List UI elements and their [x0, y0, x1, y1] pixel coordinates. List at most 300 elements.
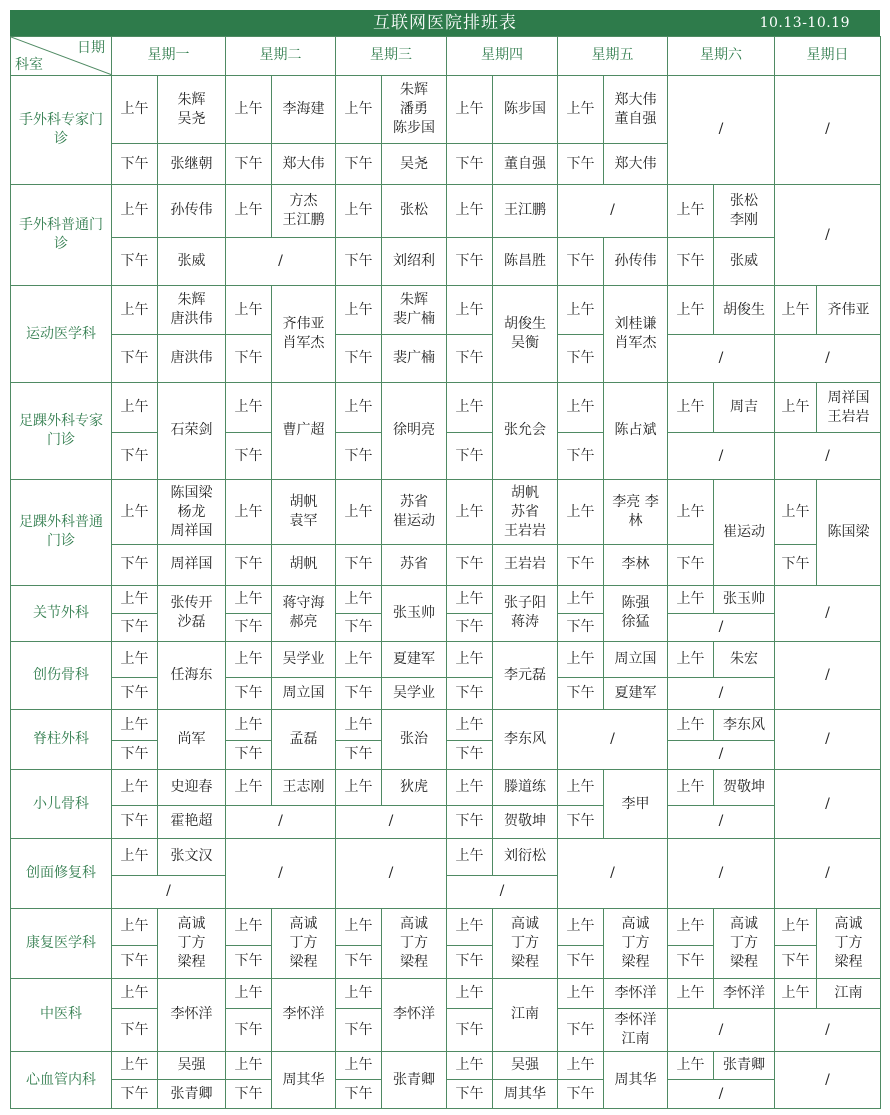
doctor-cell: 李林 — [604, 545, 668, 586]
am-label: 上午 — [668, 382, 714, 433]
empty-slot: / — [558, 710, 668, 770]
am-label: 上午 — [112, 642, 158, 677]
am-label: 上午 — [447, 909, 493, 946]
day-header-wed: 星期三 — [336, 37, 447, 76]
dept-row — [11, 1052, 881, 1080]
am-label: 上午 — [336, 75, 382, 144]
am-label: 上午 — [336, 978, 382, 1008]
doctor-cell: 张文汉 — [158, 839, 226, 876]
am-label: 上午 — [336, 770, 382, 805]
doctor-cell: 贺敬坤 — [714, 770, 775, 805]
dept-row — [11, 642, 881, 677]
doctor-cell: 滕道练 — [493, 770, 558, 805]
am-label: 上午 — [112, 770, 158, 805]
am-label: 上午 — [226, 585, 272, 613]
am-label: 上午 — [226, 642, 272, 677]
pm-label: 下午 — [447, 433, 493, 480]
empty-slot: / — [775, 710, 881, 770]
doctor-cell: 任海东 — [158, 642, 226, 710]
empty-slot: / — [775, 585, 881, 642]
doctor-cell: 贺敬坤 — [493, 805, 558, 838]
am-label: 上午 — [336, 909, 382, 946]
am-label: 上午 — [226, 75, 272, 144]
doctor-cell: 高诚 丁方 梁程 — [158, 909, 226, 979]
am-label: 上午 — [112, 710, 158, 740]
pm-label: 下午 — [447, 144, 493, 185]
am-label: 上午 — [668, 978, 714, 1008]
dept-name: 足踝外科普通门诊 — [11, 480, 112, 585]
doctor-cell: 陈占斌 — [604, 382, 668, 479]
empty-slot: / — [775, 1052, 881, 1109]
title-bar — [10, 10, 880, 36]
doctor-cell: 周祥国 — [158, 545, 226, 586]
am-label: 上午 — [112, 75, 158, 144]
doctor-cell: 吴学业 — [272, 642, 336, 677]
pm-label: 下午 — [112, 545, 158, 586]
dept-row — [11, 286, 881, 335]
pm-label: 下午 — [558, 1080, 604, 1109]
pm-label: 下午 — [447, 677, 493, 709]
am-label: 上午 — [447, 382, 493, 433]
doctor-cell: 方杰 王江鹏 — [272, 185, 336, 238]
doctor-cell: 李东风 — [493, 710, 558, 770]
doctor-cell: 齐伟亚 肖军杰 — [272, 286, 336, 382]
pm-label: 下午 — [447, 945, 493, 978]
pm-label: 下午 — [558, 144, 604, 185]
am-label: 上午 — [775, 909, 817, 946]
am-label: 上午 — [447, 839, 493, 876]
pm-label: 下午 — [112, 613, 158, 641]
dept-name: 手外科专家门诊 — [11, 75, 112, 185]
dept-name: 中医科 — [11, 978, 112, 1051]
am-label: 上午 — [112, 585, 158, 613]
am-label: 上午 — [112, 286, 158, 335]
doctor-cell: 郑大伟 — [604, 144, 668, 185]
pm-label: 下午 — [336, 545, 382, 586]
pm-label: 下午 — [336, 1080, 382, 1109]
am-label: 上午 — [775, 286, 817, 335]
am-label: 上午 — [447, 770, 493, 805]
am-label: 上午 — [112, 1052, 158, 1080]
empty-slot: / — [668, 677, 775, 709]
doctor-cell: 刘绍利 — [382, 237, 447, 286]
doctor-cell: 曹广超 — [272, 382, 336, 479]
doctor-cell: 徐明亮 — [382, 382, 447, 479]
doctor-cell: 李海建 — [272, 75, 336, 144]
am-label: 上午 — [447, 585, 493, 613]
day-header-tue: 星期二 — [226, 37, 336, 76]
doctor-cell: 周其华 — [604, 1052, 668, 1109]
doctor-cell: 石荣剑 — [158, 382, 226, 479]
am-label: 上午 — [558, 1052, 604, 1080]
pm-label: 下午 — [336, 740, 382, 769]
doctor-cell: 张松 李刚 — [714, 185, 775, 238]
am-label: 上午 — [336, 642, 382, 677]
corner-cell — [11, 37, 112, 76]
am-label: 上午 — [447, 642, 493, 677]
pm-label: 下午 — [447, 740, 493, 769]
am-label: 上午 — [336, 480, 382, 545]
doctor-cell: 张青卿 — [158, 1080, 226, 1109]
pm-label: 下午 — [112, 740, 158, 769]
am-label: 上午 — [336, 585, 382, 613]
doctor-cell: 刘衍松 — [493, 839, 558, 876]
empty-slot: / — [226, 839, 336, 909]
doctor-cell: 胡帆 苏省 王岩岩 — [493, 480, 558, 545]
empty-slot: / — [336, 839, 447, 909]
am-label: 上午 — [226, 480, 272, 545]
doctor-cell: 霍艳超 — [158, 805, 226, 838]
pm-label: 下午 — [112, 237, 158, 286]
doctor-cell: 朱辉 唐洪伟 — [158, 286, 226, 335]
empty-slot: / — [668, 613, 775, 641]
doctor-cell: 李怀洋 — [714, 978, 775, 1008]
doctor-cell: 高诚 丁方 梁程 — [382, 909, 447, 979]
pm-label: 下午 — [112, 335, 158, 383]
doctor-cell: 苏省 崔运动 — [382, 480, 447, 545]
pm-label: 下午 — [447, 1009, 493, 1052]
doctor-cell: 李东风 — [714, 710, 775, 740]
pm-label: 下午 — [447, 545, 493, 586]
empty-slot: / — [775, 75, 881, 185]
dept-row — [11, 480, 881, 545]
dept-name: 创面修复科 — [11, 839, 112, 909]
doctor-cell: 胡俊生 吴衡 — [493, 286, 558, 382]
pm-label: 下午 — [775, 945, 817, 978]
pm-label: 下午 — [558, 805, 604, 838]
doctor-cell: 高诚 丁方 梁程 — [714, 909, 775, 979]
am-label: 上午 — [668, 286, 714, 335]
empty-slot: / — [775, 1009, 881, 1052]
dept-row — [11, 382, 881, 433]
doctor-cell: 夏建军 — [604, 677, 668, 709]
am-label: 上午 — [558, 286, 604, 335]
doctor-cell: 李怀洋 — [382, 978, 447, 1051]
dept-row — [11, 237, 881, 286]
doctor-cell: 蒋守海 郝亮 — [272, 585, 336, 642]
dept-row — [11, 770, 881, 805]
doctor-cell: 吴强 — [493, 1052, 558, 1080]
am-label: 上午 — [226, 185, 272, 238]
am-label: 上午 — [558, 909, 604, 946]
doctor-cell: 周立国 — [272, 677, 336, 709]
doctor-cell: 刘桂谦 肖军杰 — [604, 286, 668, 382]
doctor-cell: 张玉帅 — [714, 585, 775, 613]
dept-corner-label: 科室 — [15, 56, 43, 73]
am-label: 上午 — [775, 480, 817, 545]
am-label: 上午 — [226, 382, 272, 433]
empty-slot: / — [668, 740, 775, 769]
pm-label: 下午 — [336, 945, 382, 978]
pm-label: 下午 — [447, 1080, 493, 1109]
empty-slot: / — [775, 433, 881, 480]
am-label: 上午 — [558, 382, 604, 433]
doctor-cell: 吴强 — [158, 1052, 226, 1080]
dept-name: 心血管内科 — [11, 1052, 112, 1109]
empty-slot: / — [668, 805, 775, 838]
doctor-cell: 高诚 丁方 梁程 — [493, 909, 558, 979]
pm-label: 下午 — [336, 144, 382, 185]
pm-label: 下午 — [447, 613, 493, 641]
doctor-cell: 朱辉 吴尧 — [158, 75, 226, 144]
pm-label: 下午 — [558, 545, 604, 586]
empty-slot: / — [112, 875, 226, 908]
pm-label: 下午 — [558, 1009, 604, 1052]
dept-name: 创伤骨科 — [11, 642, 112, 710]
dept-row — [11, 839, 881, 876]
doctor-cell: 吴学业 — [382, 677, 447, 709]
day-header-sat: 星期六 — [668, 37, 775, 76]
doctor-cell: 吴尧 — [382, 144, 447, 185]
am-label: 上午 — [668, 642, 714, 677]
dept-row — [11, 75, 881, 144]
empty-slot: / — [447, 875, 558, 908]
am-label: 上午 — [336, 1052, 382, 1080]
empty-slot: / — [558, 185, 668, 238]
doctor-cell: 陈强 徐猛 — [604, 585, 668, 642]
doctor-cell: 陈昌胜 — [493, 237, 558, 286]
doctor-cell: 裴广楠 — [382, 335, 447, 383]
am-label: 上午 — [336, 185, 382, 238]
empty-slot: / — [668, 335, 775, 383]
pm-label: 下午 — [558, 677, 604, 709]
doctor-cell: 高诚 丁方 梁程 — [817, 909, 881, 979]
doctor-cell: 王志刚 — [272, 770, 336, 805]
doctor-cell: 唐洪伟 — [158, 335, 226, 383]
am-label: 上午 — [558, 770, 604, 805]
dept-row — [11, 677, 881, 709]
am-label: 上午 — [226, 286, 272, 335]
pm-label: 下午 — [112, 1009, 158, 1052]
dept-row — [11, 805, 881, 838]
doctor-cell: 狄虎 — [382, 770, 447, 805]
doctor-cell: 江南 — [493, 978, 558, 1051]
am-label: 上午 — [447, 480, 493, 545]
doctor-cell: 高诚 丁方 梁程 — [272, 909, 336, 979]
pm-label: 下午 — [112, 677, 158, 709]
empty-slot: / — [226, 237, 336, 286]
am-label: 上午 — [112, 978, 158, 1008]
empty-slot: / — [775, 839, 881, 909]
am-label: 上午 — [226, 770, 272, 805]
pm-label: 下午 — [336, 335, 382, 383]
pm-label: 下午 — [112, 144, 158, 185]
doctor-cell: 苏省 — [382, 545, 447, 586]
pm-label: 下午 — [447, 237, 493, 286]
am-label: 上午 — [336, 286, 382, 335]
doctor-cell: 张传开 沙磊 — [158, 585, 226, 642]
am-label: 上午 — [447, 978, 493, 1008]
pm-label: 下午 — [226, 945, 272, 978]
doctor-cell: 陈国梁 杨龙 周祥国 — [158, 480, 226, 545]
am-label: 上午 — [447, 286, 493, 335]
am-label: 上午 — [447, 185, 493, 238]
pm-label: 下午 — [226, 677, 272, 709]
am-label: 上午 — [112, 839, 158, 876]
pm-label: 下午 — [558, 945, 604, 978]
pm-label: 下午 — [112, 805, 158, 838]
pm-label: 下午 — [336, 433, 382, 480]
pm-label: 下午 — [558, 433, 604, 480]
empty-slot: / — [775, 770, 881, 839]
empty-slot: / — [668, 1080, 775, 1109]
doctor-cell: 张允会 — [493, 382, 558, 479]
dept-row — [11, 585, 881, 613]
pm-label: 下午 — [226, 740, 272, 769]
pm-label: 下午 — [558, 335, 604, 383]
am-label: 上午 — [775, 978, 817, 1008]
doctor-cell: 董自强 — [493, 144, 558, 185]
doctor-cell: 张玉帅 — [382, 585, 447, 642]
pm-label: 下午 — [226, 144, 272, 185]
am-label: 上午 — [668, 480, 714, 545]
am-label: 上午 — [668, 710, 714, 740]
empty-slot: / — [226, 805, 336, 838]
am-label: 上午 — [447, 1052, 493, 1080]
doctor-cell: 周立国 — [604, 642, 668, 677]
doctor-cell: 李怀洋 — [604, 978, 668, 1008]
am-label: 上午 — [112, 185, 158, 238]
doctor-cell: 张子阳 蒋涛 — [493, 585, 558, 642]
am-label: 上午 — [775, 382, 817, 433]
pm-label: 下午 — [112, 1080, 158, 1109]
doctor-cell: 张松 — [382, 185, 447, 238]
doctor-cell: 江南 — [817, 978, 881, 1008]
date-corner-label: 日期 — [77, 40, 105, 56]
empty-slot: / — [775, 642, 881, 710]
doctor-cell: 周其华 — [272, 1052, 336, 1109]
dept-row — [11, 335, 881, 383]
am-label: 上午 — [668, 585, 714, 613]
am-label: 上午 — [447, 710, 493, 740]
doctor-cell: 胡帆 — [272, 545, 336, 586]
pm-label: 下午 — [336, 677, 382, 709]
dept-row — [11, 978, 881, 1008]
pm-label: 下午 — [775, 545, 817, 586]
day-header-sun: 星期日 — [775, 37, 881, 76]
dept-row — [11, 710, 881, 740]
dept-row — [11, 909, 881, 946]
doctor-cell: 史迎春 — [158, 770, 226, 805]
doctor-cell: 李元磊 — [493, 642, 558, 710]
doctor-cell: 崔运动 — [714, 480, 775, 585]
empty-slot: / — [775, 335, 881, 383]
doctor-cell: 李怀洋 江南 — [604, 1009, 668, 1052]
am-label: 上午 — [447, 75, 493, 144]
pm-label: 下午 — [226, 433, 272, 480]
pm-label: 下午 — [447, 805, 493, 838]
pm-label: 下午 — [112, 433, 158, 480]
pm-label: 下午 — [336, 613, 382, 641]
day-header-fri: 星期五 — [558, 37, 668, 76]
doctor-cell: 周其华 — [493, 1080, 558, 1109]
empty-slot: / — [558, 839, 668, 909]
doctor-cell: 陈国梁 — [817, 480, 881, 585]
doctor-cell: 胡帆 袁罕 — [272, 480, 336, 545]
doctor-cell: 郑大伟 — [272, 144, 336, 185]
doctor-cell: 孙传伟 — [604, 237, 668, 286]
pm-label: 下午 — [336, 1009, 382, 1052]
dept-row — [11, 185, 881, 238]
pm-label: 下午 — [226, 335, 272, 383]
empty-slot: / — [336, 805, 447, 838]
am-label: 上午 — [112, 909, 158, 946]
doctor-cell: 朱辉 裴广楠 — [382, 286, 447, 335]
dept-name: 足踝外科专家门诊 — [11, 382, 112, 479]
doctor-cell: 张威 — [714, 237, 775, 286]
doctor-cell: 周祥国 王岩岩 — [817, 382, 881, 433]
doctor-cell: 张威 — [158, 237, 226, 286]
pm-label: 下午 — [668, 237, 714, 286]
am-label: 上午 — [558, 978, 604, 1008]
dept-name: 康复医学科 — [11, 909, 112, 979]
pm-label: 下午 — [226, 1009, 272, 1052]
doctor-cell: 王江鹏 — [493, 185, 558, 238]
doctor-cell: 夏建军 — [382, 642, 447, 677]
pm-label: 下午 — [226, 613, 272, 641]
doctor-cell: 李亮 李 林 — [604, 480, 668, 545]
doctor-cell: 张青卿 — [382, 1052, 447, 1109]
page-title: 互联网医院排班表 — [373, 13, 517, 33]
am-label: 上午 — [668, 909, 714, 946]
doctor-cell: 孙传伟 — [158, 185, 226, 238]
doctor-cell: 尚军 — [158, 710, 226, 770]
empty-slot: / — [668, 75, 775, 185]
pm-label: 下午 — [558, 613, 604, 641]
doctor-cell: 李甲 — [604, 770, 668, 839]
day-header-thu: 星期四 — [447, 37, 558, 76]
doctor-cell: 王岩岩 — [493, 545, 558, 586]
doctor-cell: 陈步国 — [493, 75, 558, 144]
am-label: 上午 — [558, 585, 604, 613]
dept-name: 手外科普通门诊 — [11, 185, 112, 286]
dept-name: 运动医学科 — [11, 286, 112, 382]
day-header-mon: 星期一 — [112, 37, 226, 76]
am-label: 上午 — [558, 75, 604, 144]
schedule-table — [10, 36, 881, 1109]
am-label: 上午 — [558, 480, 604, 545]
doctor-cell: 胡俊生 — [714, 286, 775, 335]
am-label: 上午 — [112, 480, 158, 545]
doctor-cell: 张继朝 — [158, 144, 226, 185]
am-label: 上午 — [226, 978, 272, 1008]
doctor-cell: 朱宏 — [714, 642, 775, 677]
pm-label: 下午 — [668, 945, 714, 978]
pm-label: 下午 — [558, 237, 604, 286]
date-range: 10.13-10.19 — [759, 15, 850, 31]
pm-label: 下午 — [336, 237, 382, 286]
am-label: 上午 — [558, 642, 604, 677]
doctor-cell: 周吉 — [714, 382, 775, 433]
pm-label: 下午 — [112, 945, 158, 978]
dept-name: 小儿骨科 — [11, 770, 112, 839]
doctor-cell: 孟磊 — [272, 710, 336, 770]
am-label: 上午 — [226, 710, 272, 740]
doctor-cell: 李怀洋 — [272, 978, 336, 1051]
dept-name: 关节外科 — [11, 585, 112, 642]
empty-slot: / — [668, 433, 775, 480]
header-row — [11, 37, 881, 76]
doctor-cell: 李怀洋 — [158, 978, 226, 1051]
doctor-cell: 高诚 丁方 梁程 — [604, 909, 668, 979]
pm-label: 下午 — [226, 545, 272, 586]
empty-slot: / — [668, 839, 775, 909]
am-label: 上午 — [668, 185, 714, 238]
am-label: 上午 — [668, 1052, 714, 1080]
am-label: 上午 — [668, 770, 714, 805]
doctor-cell: 朱辉 潘勇 陈步国 — [382, 75, 447, 144]
pm-label: 下午 — [668, 545, 714, 586]
